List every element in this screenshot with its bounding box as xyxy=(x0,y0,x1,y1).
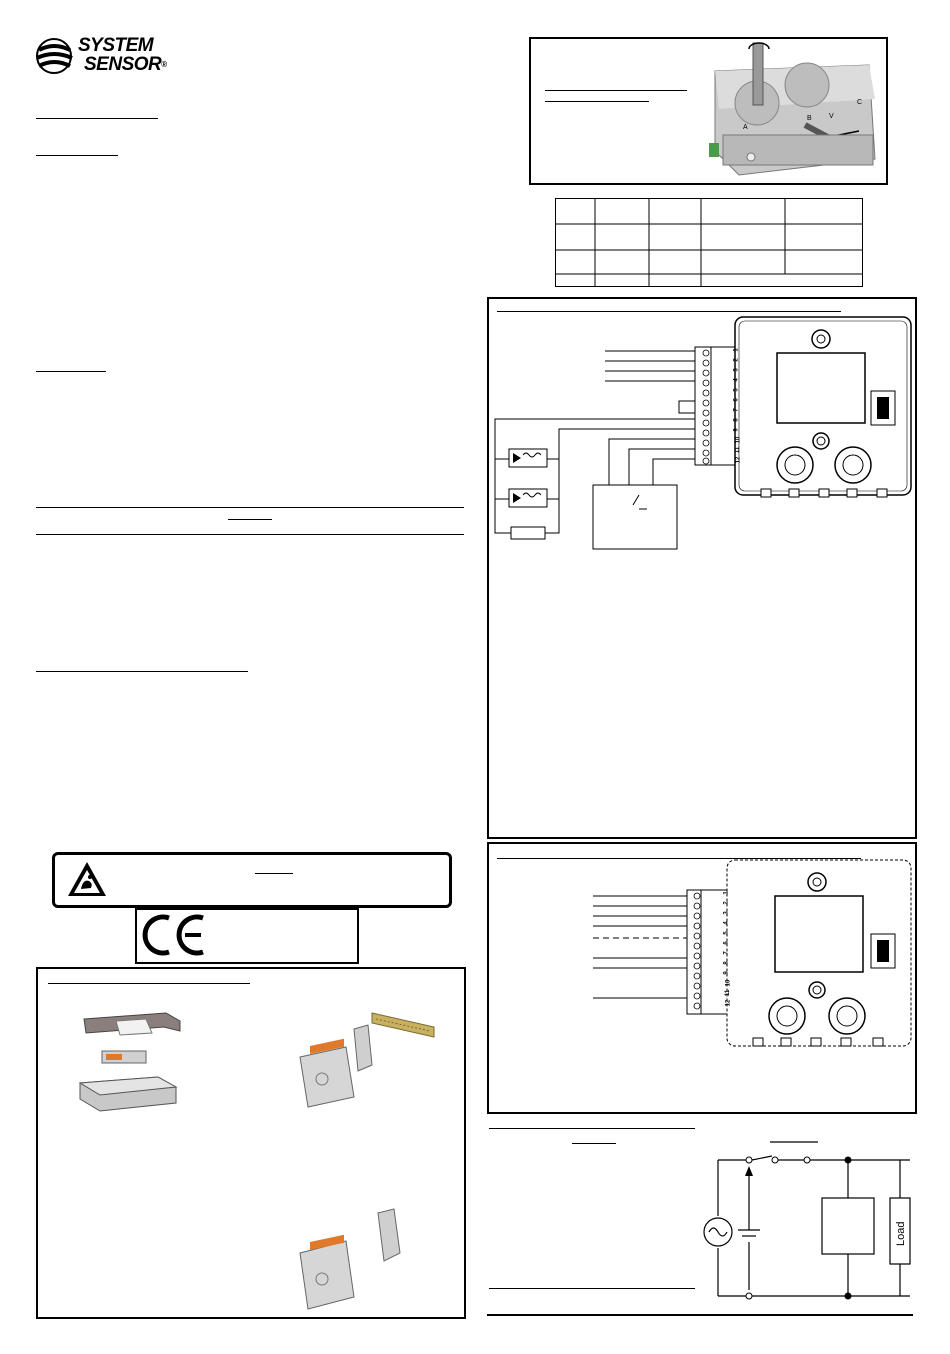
spec-table xyxy=(555,198,865,288)
terminal-number: 1 xyxy=(723,891,730,895)
wiring-diagram-1-drawing xyxy=(489,299,915,559)
terminal-number: 6 xyxy=(733,398,740,402)
figure-caption-rule xyxy=(48,983,250,984)
terminal-number: 4 xyxy=(723,921,730,925)
terminal-number: 12 xyxy=(725,999,732,1007)
ce-mark-icon xyxy=(141,912,211,958)
esd-hazard-icon xyxy=(67,861,107,897)
wiring-diagram-2 xyxy=(487,842,917,1114)
terminal-number: 10 xyxy=(725,979,732,987)
heading-rule-4 xyxy=(36,671,248,672)
exploded-assembly-drawing xyxy=(76,1007,186,1117)
figure-caption-rule-2 xyxy=(545,101,649,102)
dial-label-v: V xyxy=(829,113,834,120)
terminal-number: 9 xyxy=(733,428,740,432)
terminal-number: 2 xyxy=(733,358,740,362)
terminal-number: 6 xyxy=(723,941,730,945)
terminal-number: 4 xyxy=(733,378,740,382)
terminal-number: 3 xyxy=(733,368,740,372)
dial-label-a: A xyxy=(743,124,748,131)
terminal-number: 5 xyxy=(723,931,730,935)
warning-rule-bottom xyxy=(36,534,464,535)
circuit-caption-rule-1 xyxy=(489,1128,695,1129)
circuit-diagram xyxy=(700,1136,920,1316)
esd-underline xyxy=(255,873,293,874)
terminal-number: 7 xyxy=(733,408,740,412)
din-clip-mount-drawing xyxy=(296,1205,416,1325)
ce-mark-box xyxy=(135,908,359,964)
circuit-caption-rule-2 xyxy=(572,1143,616,1144)
figure-caption-rule-1 xyxy=(545,90,687,91)
terminal-number: 7 xyxy=(723,951,730,955)
dial-label-b: B xyxy=(807,115,812,122)
din-rail-mount-drawing xyxy=(296,1007,446,1107)
dial-label-c: C xyxy=(857,99,863,106)
terminal-number: 1 xyxy=(733,348,740,352)
warning-underline xyxy=(228,519,272,520)
brand-wordmark: SYSTEM SENSOR® xyxy=(78,35,167,75)
terminal-number: 2 xyxy=(723,901,730,905)
circuit-caption-rule-3 xyxy=(489,1288,695,1289)
terminal-number: 3 xyxy=(723,911,730,915)
terminal-number: 11 xyxy=(725,989,732,997)
heading-rule-3 xyxy=(36,371,106,372)
heading-rule-1 xyxy=(36,118,158,119)
terminal-number: 12 xyxy=(735,456,742,464)
load-label: Load xyxy=(895,1221,907,1246)
module-photo xyxy=(709,39,884,183)
warning-rule-top xyxy=(36,507,464,508)
address-switch-figure xyxy=(529,37,888,185)
heading-rule-2 xyxy=(36,155,118,156)
terminal-number: 8 xyxy=(723,961,730,965)
terminal-number: 9 xyxy=(723,971,730,975)
logo-globe-icon xyxy=(34,34,78,78)
esd-warning-box xyxy=(52,852,452,908)
terminal-number: 11 xyxy=(735,446,742,454)
terminal-number: 5 xyxy=(733,388,740,392)
system-sensor-logo xyxy=(34,34,194,80)
wiring-diagram-2-drawing xyxy=(489,844,915,1064)
terminal-number: 8 xyxy=(733,418,740,422)
terminal-number: 10 xyxy=(735,436,742,444)
wiring-diagram-1 xyxy=(487,297,917,839)
assembly-figure xyxy=(36,967,466,1319)
